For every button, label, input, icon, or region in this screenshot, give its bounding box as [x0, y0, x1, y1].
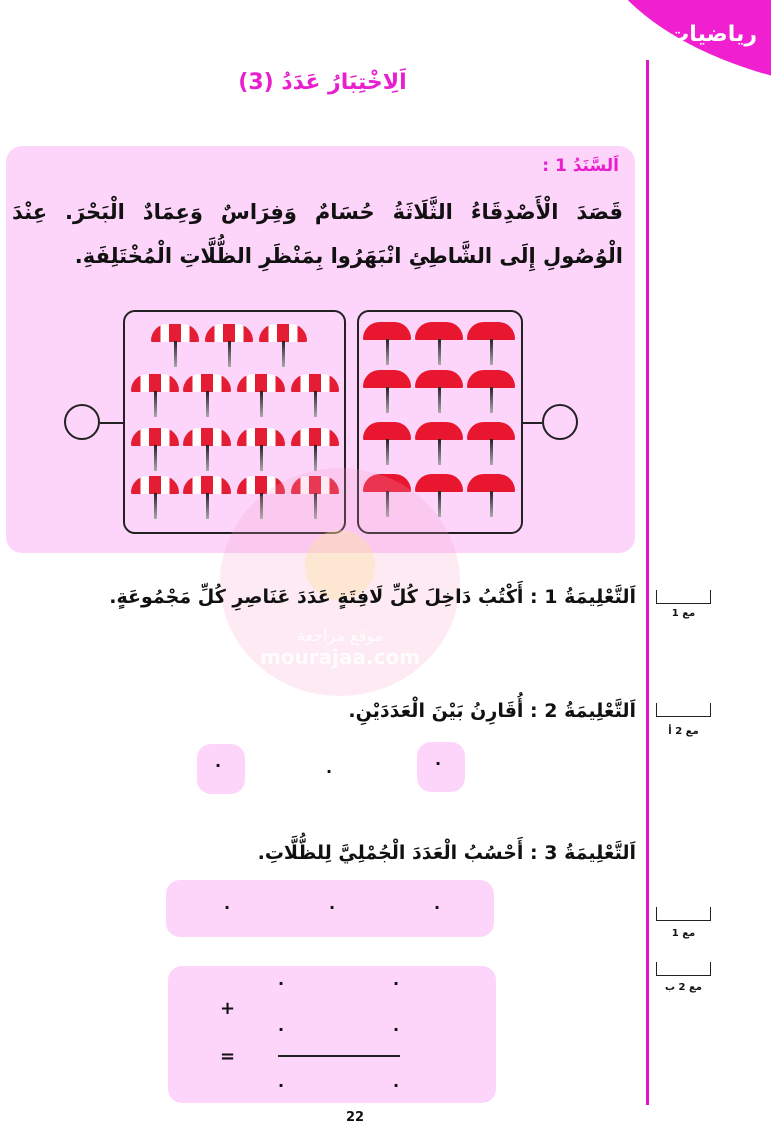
placeholder-dot: ·	[393, 974, 400, 993]
red-umbrella-icon	[467, 322, 515, 366]
subject-label: رياضيات	[667, 22, 757, 47]
placeholder-dot: ·	[278, 1076, 285, 1095]
source-label: اَلسَّنَدُ 1 :	[542, 156, 619, 176]
placeholder-dot: ·	[434, 898, 441, 917]
connector-right	[523, 422, 542, 424]
answer-box-total[interactable]	[166, 880, 494, 937]
addition-box[interactable]	[168, 966, 496, 1103]
instruction-2: اَلتَّعْلِيمَةُ 2 : أُقَارِنُ بَيْنَ الْعَدَدَيْنِ.	[348, 700, 636, 722]
placeholder-dot: ·	[329, 898, 336, 917]
watermark-arabic: موقع مراجعة	[296, 626, 384, 645]
striped-umbrella-icon	[291, 428, 339, 472]
score-label-2: مع 2 أ	[668, 726, 699, 737]
red-umbrella-icon	[363, 322, 411, 366]
score-box-1[interactable]	[656, 590, 711, 604]
margin-line	[646, 60, 649, 1105]
red-umbrella-icon	[415, 370, 463, 414]
equals-sign: =	[220, 1046, 236, 1067]
page-title: اَلِاخْتِبَارُ عَدَدُ (3)	[238, 70, 407, 95]
placeholder-dot: ·	[393, 1020, 400, 1039]
score-box-2[interactable]	[656, 703, 711, 717]
striped-umbrella-icon	[151, 324, 199, 368]
instruction-1: اَلتَّعْلِيمَةُ 1 : أَكْتُبُ دَاخِلَ كُلِّ لَافِتَةٍ عَدَدَ عَنَاصِرِ كُلِّ مَجْمُوعَةٍ.	[109, 586, 636, 608]
striped-umbrella-icon	[237, 428, 285, 472]
striped-umbrella-icon	[205, 324, 253, 368]
red-umbrella-icon	[467, 474, 515, 518]
striped-umbrella-icon	[237, 374, 285, 418]
red-umbrella-icon	[467, 422, 515, 466]
red-umbrella-icon	[467, 370, 515, 414]
placeholder-dot: ·	[224, 898, 231, 917]
red-umbrella-icon	[363, 422, 411, 466]
placeholder-dot: ·	[278, 974, 285, 993]
compare-box-left[interactable]	[197, 744, 245, 794]
count-circle-left[interactable]	[64, 404, 100, 440]
striped-umbrella-icon	[131, 428, 179, 472]
score-label-3b: مع 2 ب	[664, 982, 702, 993]
compare-box-right[interactable]	[417, 742, 465, 792]
sum-line	[278, 1055, 400, 1057]
score-box-3b[interactable]	[656, 962, 711, 976]
score-label-1: مع 1	[671, 608, 696, 619]
placeholder-dot: ·	[278, 1020, 285, 1039]
striped-umbrella-icon	[131, 374, 179, 418]
connector-left	[100, 422, 123, 424]
red-umbrella-icon	[415, 422, 463, 466]
striped-umbrella-icon	[291, 374, 339, 418]
score-label-3a: مع 1	[671, 928, 696, 939]
placeholder-dot: ·	[215, 756, 222, 775]
count-circle-right[interactable]	[542, 404, 578, 440]
page-number: 22	[345, 1110, 365, 1125]
plus-sign: +	[220, 998, 236, 1019]
striped-umbrella-icon	[183, 476, 231, 520]
red-umbrella-icon	[363, 370, 411, 414]
watermark-latin: mourajaa.com	[259, 645, 421, 669]
instruction-3: اَلتَّعْلِيمَةُ 3 : أَحْسُبُ الْعَدَدَ الْجُمْلِيَّ لِلظُّلَّاتِ.	[257, 842, 636, 864]
striped-umbrella-icon	[131, 476, 179, 520]
red-umbrella-icon	[415, 322, 463, 366]
source-text: قَصَدَ الْأَصْدِقَاءُ الثَّلَاثَةُ حُسَامٌ وَفِرَاسٌ وَعِمَادٌ الْبَحْرَ. عِنْدَ الْوُصُولِ إِلَى الشَّاطِئِ انْبَهَرُوا بِمَنْظَرِ الظُّلَّاتِ الْمُخْتَلِفَةِ.	[12, 200, 623, 268]
striped-umbrella-icon	[183, 374, 231, 418]
placeholder-dot: ·	[393, 1076, 400, 1095]
striped-umbrella-icon	[183, 428, 231, 472]
score-box-3a[interactable]	[656, 907, 711, 921]
striped-umbrella-icon	[259, 324, 307, 368]
placeholder-dot: ·	[435, 754, 442, 773]
compare-sign-placeholder[interactable]: ·	[326, 762, 333, 781]
